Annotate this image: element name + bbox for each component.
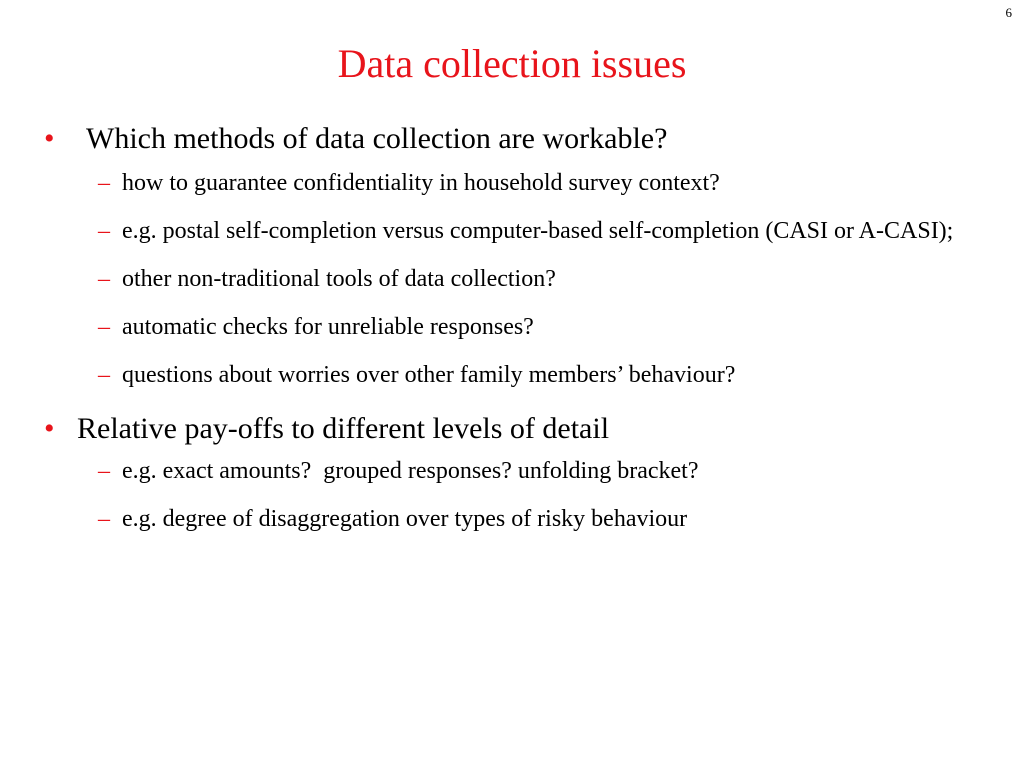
sub-bullet-list [44, 456, 1004, 534]
dash-marker: – [98, 170, 110, 196]
sub-bullet-item [44, 504, 1004, 534]
bullet-group-payoffs [44, 408, 1004, 534]
sub-bullet-text: other non-traditional tools of data collection? [122, 266, 556, 292]
sub-bullet-item [44, 168, 1004, 198]
sub-bullet-text: automatic checks for unreliable responses? [122, 314, 534, 340]
bullet-item [44, 118, 1004, 160]
bullet-marker: • [44, 412, 55, 445]
sub-bullet-text: questions about worries over other family members’ behaviour? [122, 362, 736, 388]
dash-marker: – [98, 362, 110, 388]
sub-bullet-text: e.g. postal self-completion versus computer-based self-completion (CASI or A-CASI); [122, 218, 954, 244]
dash-marker: – [98, 314, 110, 340]
bullet-text: Which methods of data collection are workable? [86, 122, 668, 155]
dash-marker: – [98, 458, 110, 484]
sub-bullet-item [44, 360, 1004, 390]
sub-bullet-text: e.g. exact amounts? grouped responses? unfolding bracket? [122, 458, 699, 484]
slide-title: Data collection issues [337, 41, 687, 86]
dash-marker: – [98, 266, 110, 292]
sub-bullet-item [44, 312, 1004, 342]
bullet-item [44, 408, 1004, 450]
dash-marker: – [98, 218, 110, 244]
sub-bullet-item [44, 264, 1004, 294]
bullet-text: Relative pay-offs to different levels of detail [77, 412, 610, 445]
sub-bullet-text: how to guarantee confidentiality in household survey context? [122, 170, 720, 196]
sub-bullet-item [44, 456, 1004, 486]
bullet-marker: • [44, 122, 55, 155]
sub-bullet-text: e.g. degree of disaggregation over types of risky behaviour [122, 506, 688, 532]
dash-marker: – [98, 506, 110, 532]
bullet-group-methods [44, 118, 1004, 390]
sub-bullet-item [44, 216, 1004, 246]
page-number: 6 [1005, 5, 1012, 20]
slide-content [44, 118, 1004, 552]
sub-bullet-list [44, 168, 1004, 390]
